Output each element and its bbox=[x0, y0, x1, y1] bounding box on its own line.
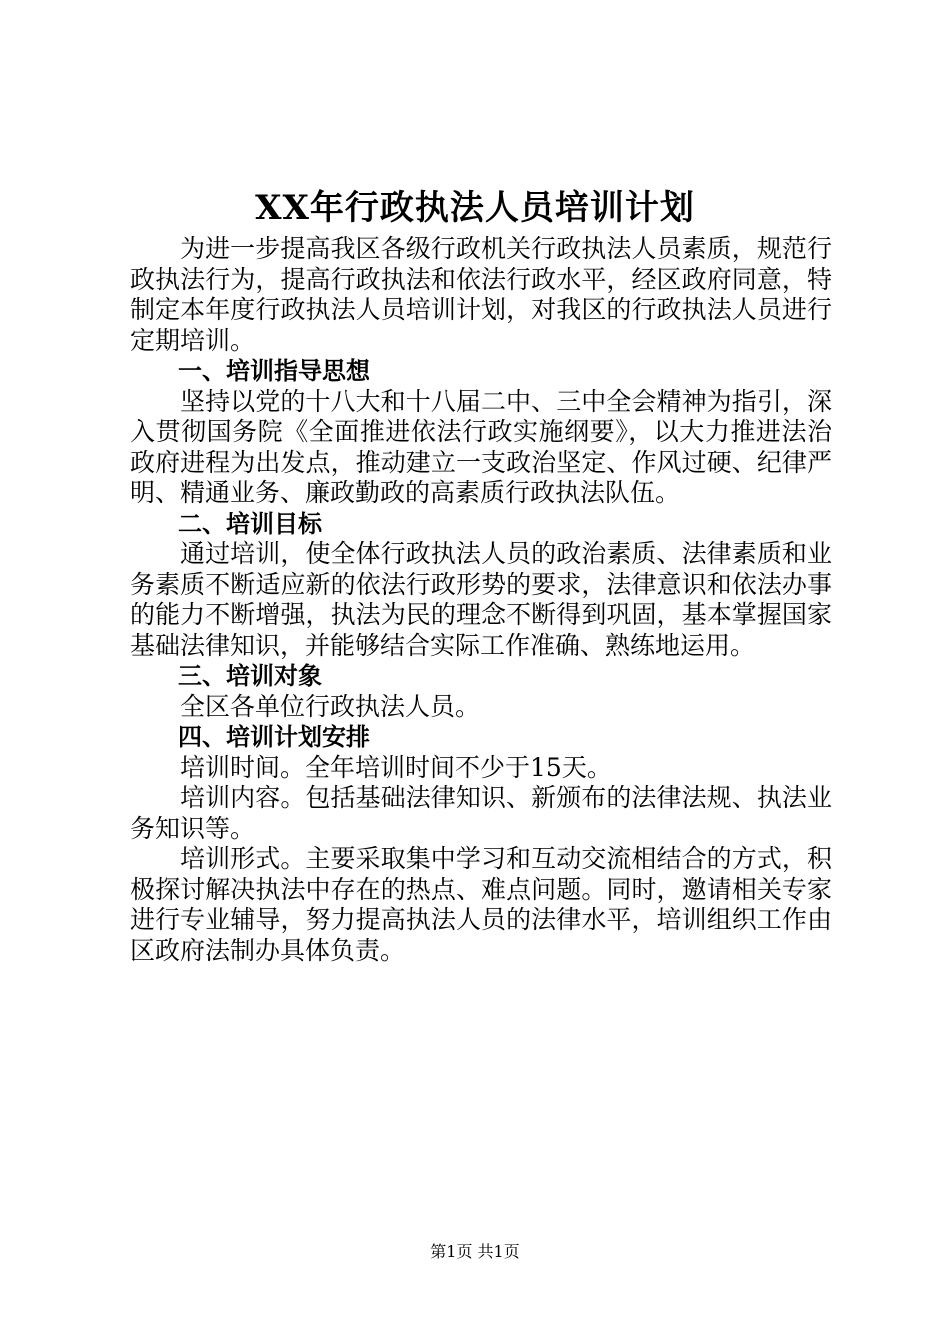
section-paragraph: 坚持以党的十八大和十八届二中、三中全会精神为指引，深入贯彻国务院《全面推进依法行政实施纲要》，以大力推进法治政府进程为出发点，推动建立一支政治坚定、作风过硬、纪律严明、精通业务、廉政勤政的高素质行政执法队伍。 bbox=[130, 386, 832, 507]
section-training-goals bbox=[130, 509, 832, 662]
section-heading: 三、培训对象 bbox=[178, 662, 322, 690]
section-training-schedule bbox=[130, 722, 832, 966]
section-heading: 一、培训指导思想 bbox=[178, 357, 370, 385]
section-heading: 二、培训目标 bbox=[178, 509, 322, 538]
page-footer: 第1页 共1页 bbox=[430, 1242, 520, 1261]
section-paragraph: 培训时间。全年培训时间不少于15天。 bbox=[180, 752, 612, 782]
section-paragraph: 通过培训，使全体行政执法人员的政治素质、法律素质和业务素质不断适应新的依法行政形势的要求，法律意识和依法办事的能力不断增强，执法为民的理念不断得到巩固，基本掌握国家基础法律知识，并能够结合实际工作准确、熟练地运用。 bbox=[130, 539, 832, 660]
intro-paragraph: 为进一步提高我区各级行政机关行政执法人员素质，规范行政执法行为，提高行政执法和依法行政水平，经区政府同意，特制定本年度行政执法人员培训计划，对我区的行政执法人员进行定期培训。 bbox=[130, 234, 832, 355]
section-paragraph: 培训内容。包括基础法律知识、新颁布的法律法规、执法业务知识等。 bbox=[130, 783, 832, 843]
section-heading: 四、培训计划安排 bbox=[178, 723, 370, 751]
section-training-targets bbox=[130, 661, 832, 722]
section-paragraph: 培训形式。主要采取集中学习和互动交流相结合的方式，积极探讨解决执法中存在的热点、难点问题。同时，邀请相关专家进行专业辅导，努力提高执法人员的法律水平，培训组织工作由区政府法制办具体负责。 bbox=[130, 844, 832, 965]
section-paragraph: 全区各单位行政执法人员。 bbox=[180, 691, 481, 721]
document-body bbox=[130, 234, 832, 966]
section-guiding-ideology bbox=[130, 356, 832, 509]
document-title: XX年行政执法人员培训计划 bbox=[255, 188, 695, 228]
